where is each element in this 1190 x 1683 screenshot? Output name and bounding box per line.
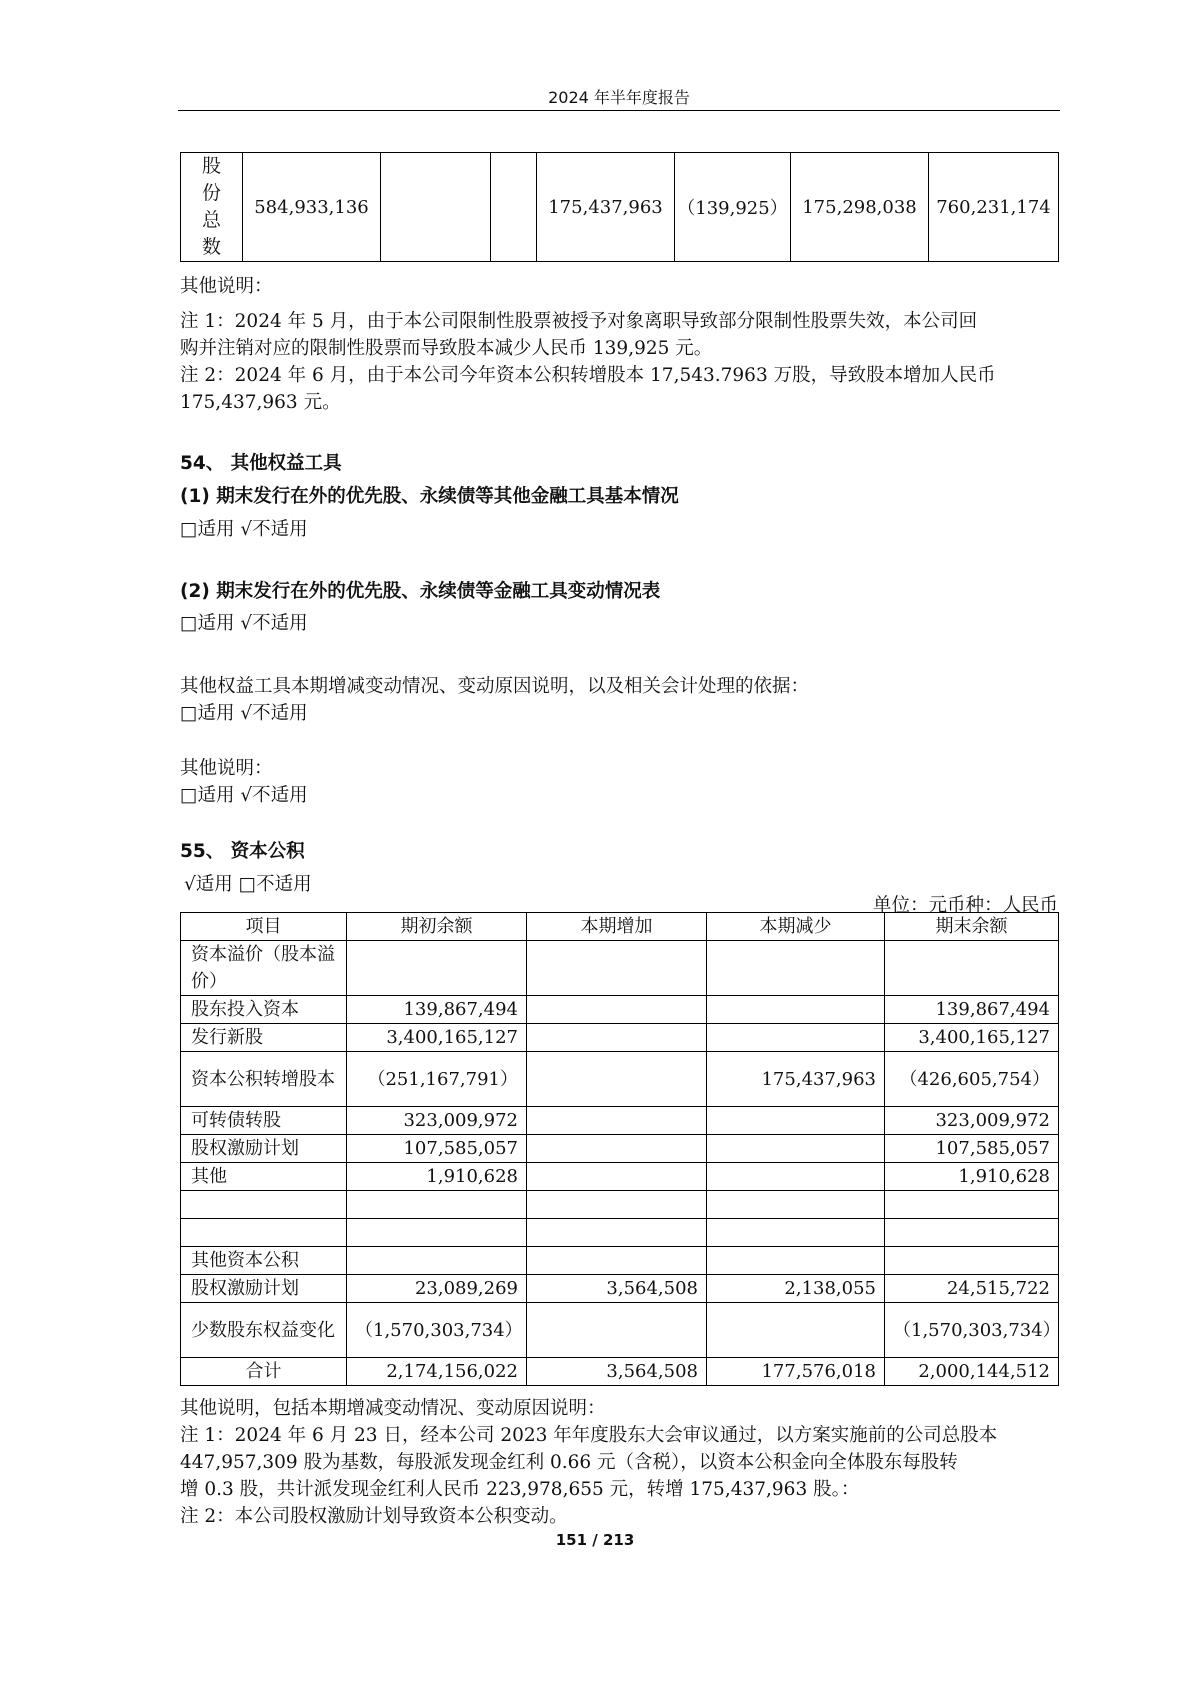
- cell: [527, 1163, 707, 1191]
- cell: [707, 1135, 885, 1163]
- table-row: [181, 1303, 1059, 1358]
- table-row: [181, 1135, 1059, 1163]
- cell: [707, 1107, 885, 1135]
- cell: 175,437,963: [537, 153, 675, 262]
- section-54-desc: 其他权益工具本期增减变动情况、变动原因说明，以及相关会计处理的依据：: [180, 676, 810, 697]
- row-label: 资本公积转增股本: [181, 1052, 347, 1107]
- header-rule: [178, 110, 1060, 111]
- cell: [491, 153, 537, 262]
- note-1-line-b: 购并注销对应的限制性股票而导致股本减少人民币 139,925 元。: [180, 338, 713, 359]
- column-header: 期初余额: [347, 913, 527, 941]
- cell: （251,167,791）: [347, 1052, 527, 1107]
- table-row: [181, 1024, 1059, 1052]
- row-label: 股东投入资本: [181, 996, 347, 1024]
- cell: 2,174,156,022: [347, 1358, 527, 1386]
- cell: [707, 1219, 885, 1247]
- cell: 177,576,018: [707, 1358, 885, 1386]
- cell: [381, 153, 491, 262]
- table-row: [181, 153, 1059, 262]
- cell: 3,564,508: [527, 1275, 707, 1303]
- label-char: 数: [201, 236, 221, 258]
- notes-title: 其他说明，包括本期增减变动情况、变动原因说明：: [180, 1398, 606, 1419]
- cell: 3,400,165,127: [885, 1024, 1059, 1052]
- note-1-line-c: 增 0.3 股，共计派发现金红利人民币 223,978,655 元，转增 175,437,963 股。：: [180, 1479, 860, 1500]
- cell: [885, 941, 1059, 996]
- row-label: 合计: [181, 1358, 347, 1386]
- cell: 3,400,165,127: [347, 1024, 527, 1052]
- cell: 3,564,508: [527, 1358, 707, 1386]
- row-label: 其他: [181, 1163, 347, 1191]
- section-55-applicability: √适用 □不适用: [184, 874, 312, 895]
- section-54-sub1: (1) 期末发行在外的优先股、永续债等其他金融工具基本情况: [180, 486, 679, 507]
- table-row: [181, 1191, 1059, 1219]
- table-row: [181, 941, 1059, 996]
- section-54-sub2: (2) 期末发行在外的优先股、永续债等金融工具变动情况表: [180, 581, 661, 602]
- table-row: [181, 1247, 1059, 1275]
- cell: [527, 1219, 707, 1247]
- cell: [885, 1219, 1059, 1247]
- label-char: 总: [201, 209, 221, 231]
- cell: 24,515,722: [885, 1275, 1059, 1303]
- cell: 2,138,055: [707, 1275, 885, 1303]
- column-header: 本期减少: [707, 913, 885, 941]
- table-row: [181, 1163, 1059, 1191]
- cell: [527, 996, 707, 1024]
- cell: [707, 1303, 885, 1358]
- row-label: [181, 1219, 347, 1247]
- section-54-title: 54、 其他权益工具: [180, 453, 342, 474]
- row-label: 少数股东权益变化: [181, 1303, 347, 1358]
- table-row: [181, 996, 1059, 1024]
- cell: [527, 1303, 707, 1358]
- row-label: [181, 1191, 347, 1219]
- section-54-desc-applicability: □适用 √不适用: [180, 703, 308, 724]
- cell: [707, 996, 885, 1024]
- cell: [527, 1247, 707, 1275]
- row-label: 可转债转股: [181, 1107, 347, 1135]
- cell: 23,089,269: [347, 1275, 527, 1303]
- cell: 139,867,494: [347, 996, 527, 1024]
- capital-reserve-table: [180, 912, 1059, 1386]
- note-2: 注 2：本公司股权激励计划导致资本公积变动。: [180, 1506, 568, 1527]
- cell: （139,925）: [675, 153, 791, 262]
- cell: [885, 1247, 1059, 1275]
- section-54-sub1-applicability: □适用 √不适用: [180, 519, 308, 540]
- cell: [527, 1107, 707, 1135]
- cell: [347, 1247, 527, 1275]
- note-2-line-a: 注 2：2024 年 6 月，由于本公司今年资本公积转增股本 17,543.7963 万股，导致股本增加人民币: [180, 365, 996, 386]
- cell: 139,867,494: [885, 996, 1059, 1024]
- table-row: [181, 1275, 1059, 1303]
- cell: [347, 941, 527, 996]
- page-number: 151 / 213: [555, 1531, 635, 1549]
- cell: [707, 1024, 885, 1052]
- total-row: [181, 1358, 1059, 1386]
- row-label: 股权激励计划: [181, 1135, 347, 1163]
- table-header-row: [181, 913, 1059, 941]
- note-1-line-b: 447,957,309 股为基数，每股派发现金红利 0.66 元（含税），以资本公积金向全体股东每股转: [180, 1452, 958, 1473]
- cell: [347, 1219, 527, 1247]
- cell: [885, 1191, 1059, 1219]
- cell: [707, 1191, 885, 1219]
- cell: [527, 1135, 707, 1163]
- other-notes-label: 其他说明：: [180, 276, 273, 297]
- cell: [527, 1191, 707, 1219]
- cell: 1,910,628: [347, 1163, 527, 1191]
- cell: （1,570,303,734）: [885, 1303, 1059, 1358]
- cell: 1,910,628: [885, 1163, 1059, 1191]
- column-header: 项目: [181, 913, 347, 941]
- cell: 107,585,057: [885, 1135, 1059, 1163]
- cell: [527, 941, 707, 996]
- cell: [347, 1191, 527, 1219]
- cell: 584,933,136: [243, 153, 381, 262]
- section-54-sub2-applicability: □适用 √不适用: [180, 613, 308, 634]
- cell: [707, 941, 885, 996]
- row-label: [181, 153, 243, 262]
- section-54-other-applicability: □适用 √不适用: [180, 785, 308, 806]
- cell: [707, 1163, 885, 1191]
- note-1-line-a: 注 1：2024 年 5 月，由于本公司限制性股票被授予对象离职导致部分限制性股票失效，本公司回: [180, 311, 978, 332]
- unit-label: 单位：元币种：人民币: [872, 895, 1058, 916]
- cell: 107,585,057: [347, 1135, 527, 1163]
- cell: 175,298,038: [791, 153, 929, 262]
- section-55-title: 55、 资本公积: [180, 841, 305, 862]
- row-label: 股权激励计划: [181, 1275, 347, 1303]
- column-header: 期末余额: [885, 913, 1059, 941]
- page-header: 2024 年半年度报告: [548, 88, 690, 107]
- table-row: [181, 1052, 1059, 1107]
- row-label: 资本溢价（股本溢价）: [181, 941, 347, 996]
- share-total-table: [180, 152, 1059, 262]
- section-54-other: 其他说明：: [180, 758, 273, 779]
- cell: 760,231,174: [929, 153, 1059, 262]
- cell: [527, 1052, 707, 1107]
- note-1-line-a: 注 1：2024 年 6 月 23 日，经本公司 2023 年年度股东大会审议通过，以方案实施前的公司总股本: [180, 1425, 998, 1446]
- cell: 2,000,144,512: [885, 1358, 1059, 1386]
- column-header: 本期增加: [527, 913, 707, 941]
- table-row: [181, 1219, 1059, 1247]
- row-label: 其他资本公积: [181, 1247, 347, 1275]
- cell: （426,605,754）: [885, 1052, 1059, 1107]
- label-char: 份: [201, 182, 221, 204]
- note-2-line-b: 175,437,963 元。: [180, 392, 341, 413]
- row-label: 发行新股: [181, 1024, 347, 1052]
- cell: 323,009,972: [347, 1107, 527, 1135]
- cell: 175,437,963: [707, 1052, 885, 1107]
- cell: 323,009,972: [885, 1107, 1059, 1135]
- table-row: [181, 1107, 1059, 1135]
- cell: [527, 1024, 707, 1052]
- cell: [707, 1247, 885, 1275]
- label-char: 股: [201, 155, 221, 177]
- cell: （1,570,303,734）: [347, 1303, 527, 1358]
